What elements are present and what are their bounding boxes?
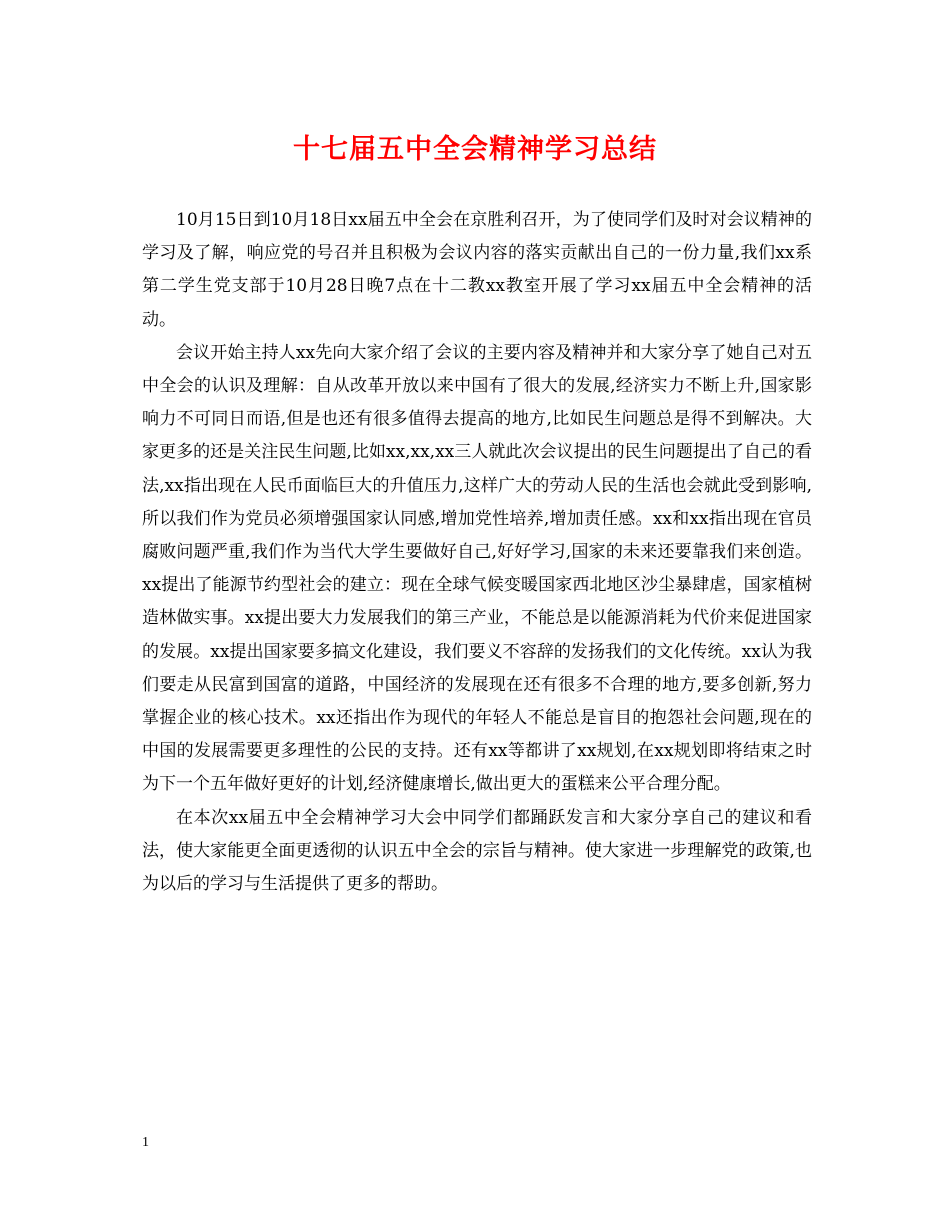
document-title: 十七届五中全会精神学习总结 — [293, 134, 657, 165]
paragraph-2: 会议开始主持人xx先向大家介绍了会议的主要内容及精神并和大家分享了她自己对五中全会的认识及理解：自从改革开放以来中国有了很大的发展,经济实力不断上升,国家影响力不可同日而语,但是也还有很多值得去提高的地方,比如民生问题总是得不到解决。大家更多的还是关注民生问题,比如xx,xx,xx三人就此次会议提出的民生问题提出了自己的看法,xx指出现在人民币面临巨大的升值压力,这样广大的劳动人民的生活也会就此受到影响,所以我们作为党员必须增强国家认同感,增加党性培养,增加责任感。xx和xx指出现在官员腐败问题严重,我们作为当代大学生要做好自己,好好学习,国家的未来还要靠我们来创造。xx提出了能源节约型社会的建立：现在全球气候变暖国家西北地区沙尘暴肆虐，国家植树造林做实事。xx提出要大力发展我们的第三产业，不能总是以能源消耗为代价来促进国家的发展。xx提出国家要多搞文化建设，我们要义不容辞的发扬我们的文化传统。xx认为我们要走从民富到国富的道路，中国经济的发展现在还有很多不合理的地方,要多创新,努力掌握企业的核心技术。xx还指出作为现代的年轻人不能总是盲目的抱怨社会问题,现在的中国的发展需要更多理性的公民的支持。还有xx等都讲了xx规划,在xx规划即将结束之时为下一个五年做好更好的计划,经济健康增长,做出更大的蛋糕来公平合理分配。 — [142, 342, 812, 795]
paragraph-3: 在本次xx届五中全会精神学习大会中同学们都踊跃发言和大家分享自己的建议和看法，使大家能更全面更透彻的认识五中全会的宗旨与精神。使大家进一步理解党的政策,也为以后的学习与生活提供了更多的帮助。 — [142, 807, 812, 895]
document-body — [142, 204, 812, 901]
paragraph-1: 10月15日到10月18日xx届五中全会在京胜利召开，为了使同学们及时对会议精神的学习及了解，响应党的号召并且积极为会议内容的落实贡献出自己的一份力量,我们xx系第二学生党支部于10月28日晚7点在十二教xx教室开展了学习xx届五中全会精神的活动。 — [142, 210, 812, 330]
page-number: 1 — [142, 1135, 149, 1150]
